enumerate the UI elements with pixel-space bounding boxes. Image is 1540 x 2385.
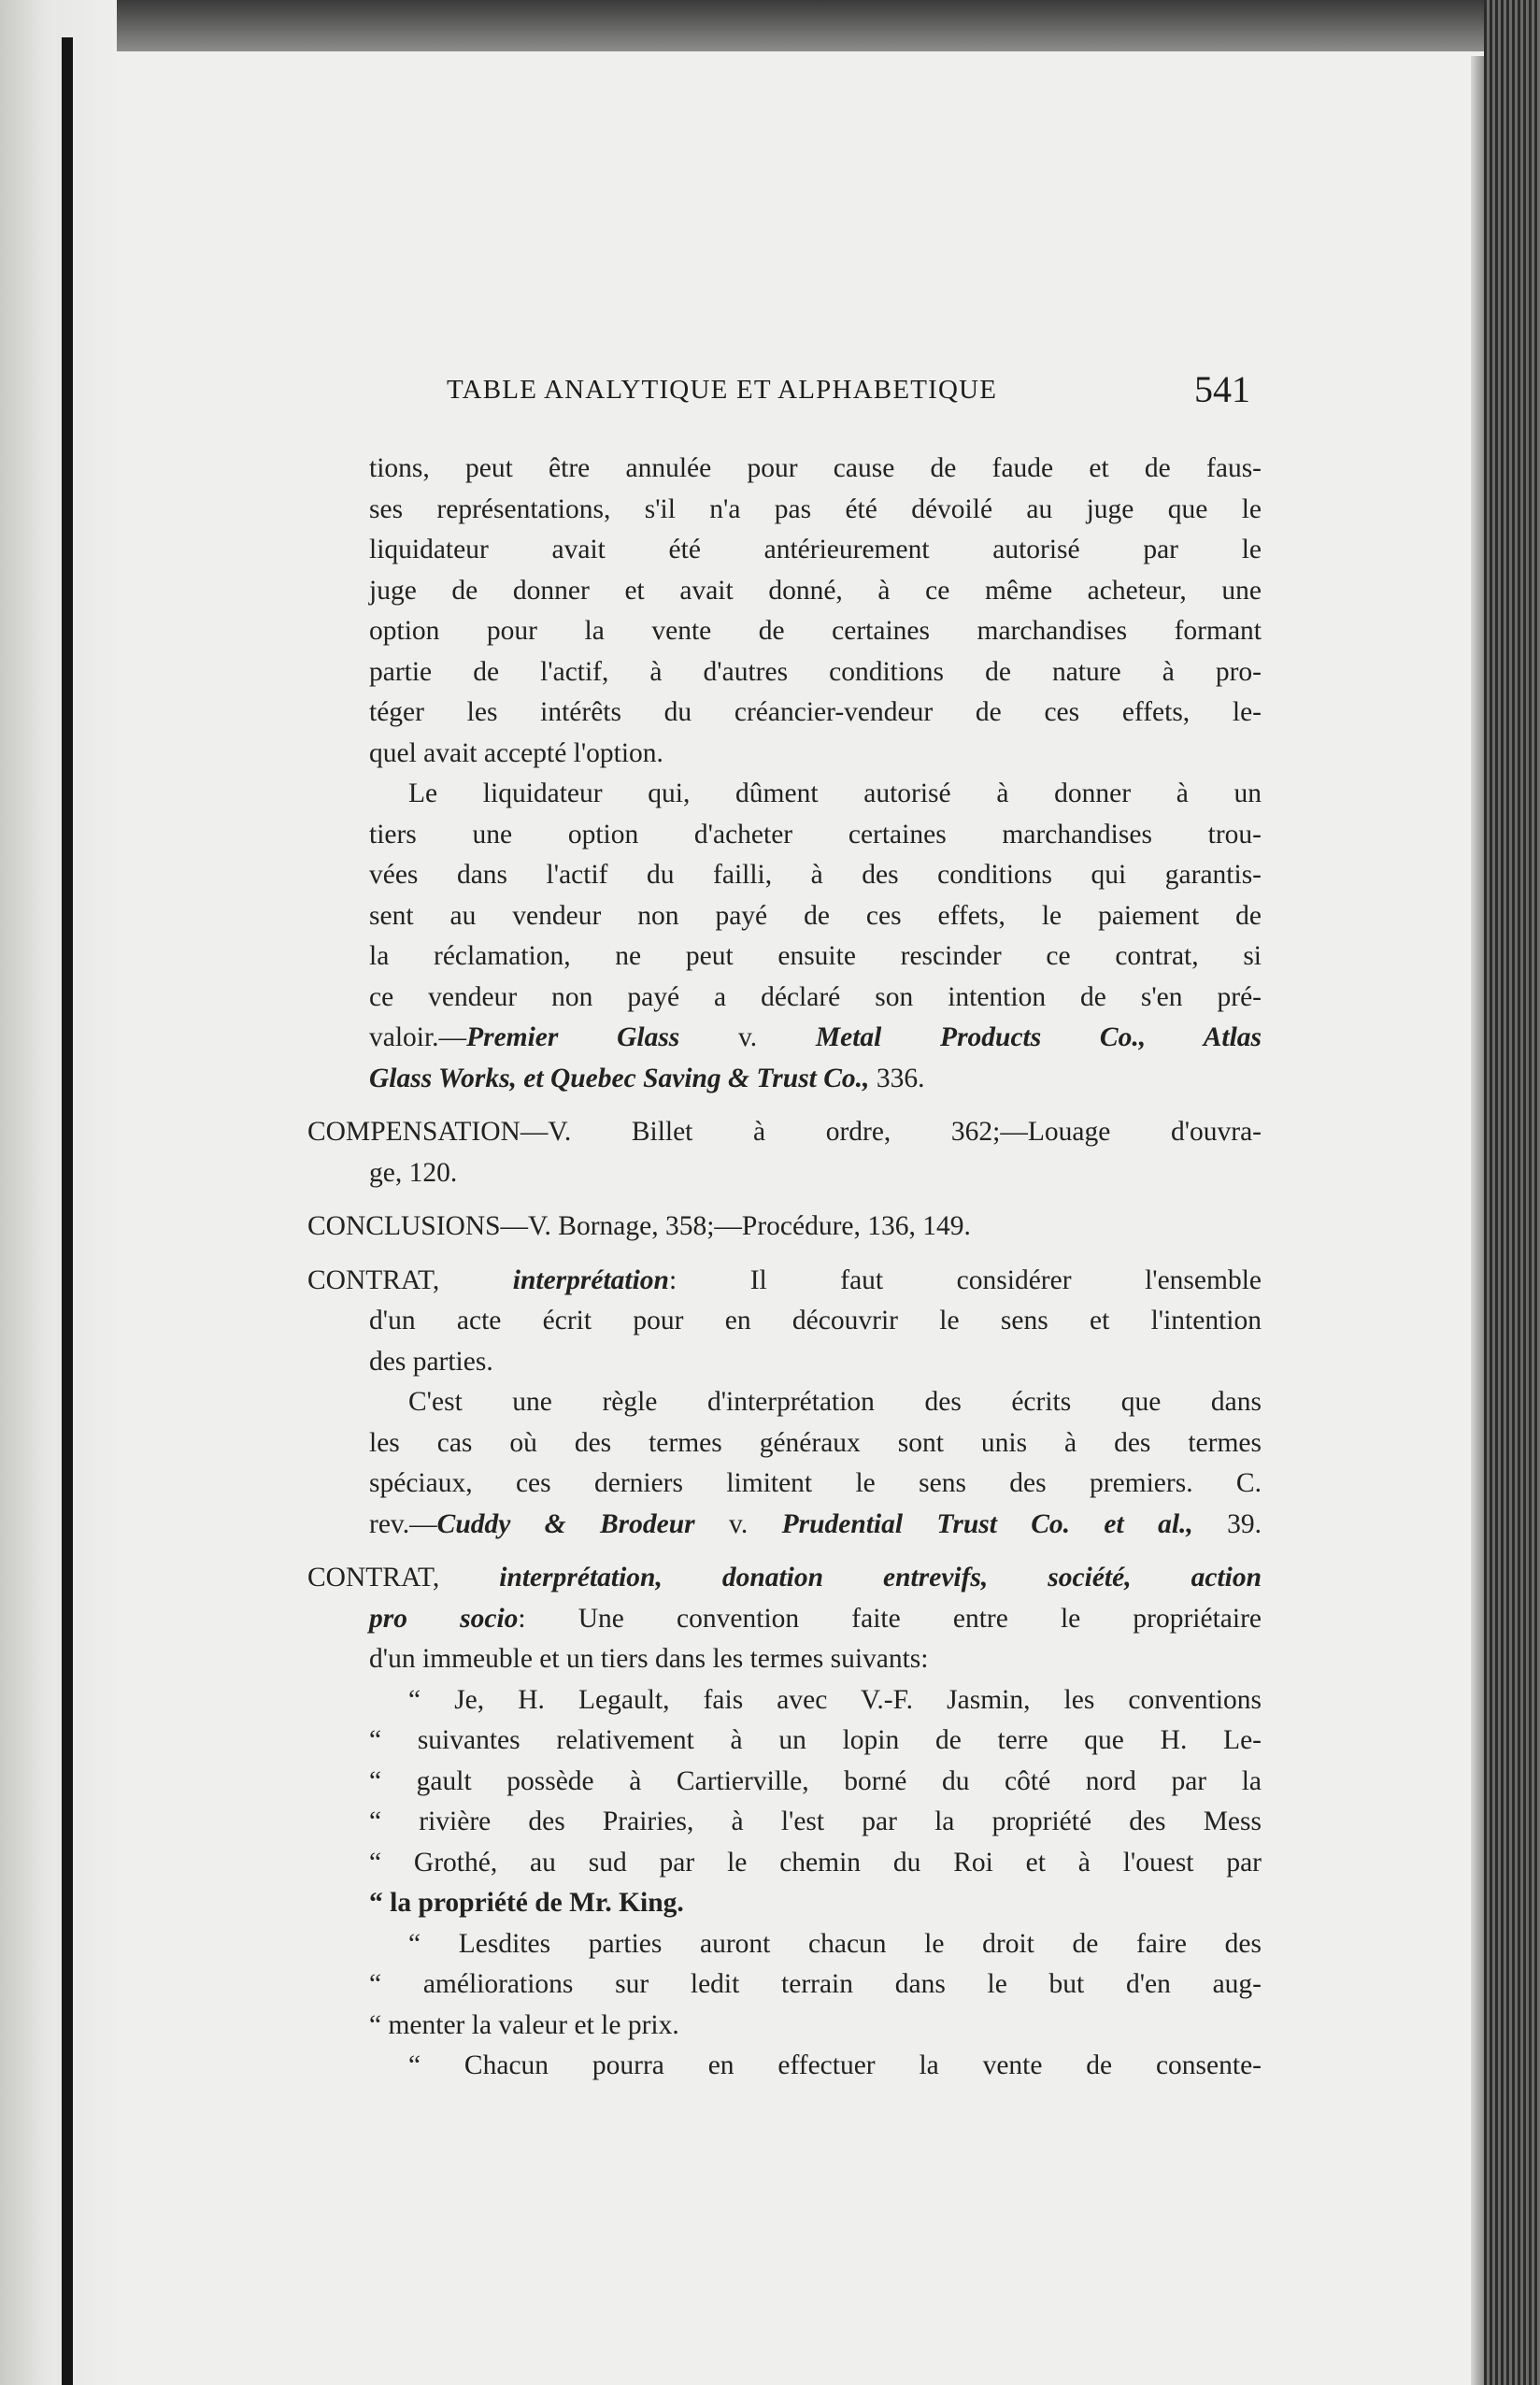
text-line: la réclamation, ne peut ensuite rescinder ce contrat, si [369, 941, 1262, 971]
quote-line: “ Chacun pourra en effectuer la vente de consente- [408, 2050, 1262, 2080]
text-line: d'un immeuble et un tiers dans les termes suivants: [369, 1644, 929, 1674]
quote-line: “ suivantes relativement à un lopin de terre que H. Le- [369, 1725, 1262, 1755]
party-name: Prudential Trust Co. et al., [781, 1508, 1193, 1539]
text-line: d'un acte écrit pour en découvrir le sens et l'intention [369, 1306, 1262, 1335]
text-line: les cas où des termes généraux sont unis à des termes [369, 1427, 1262, 1458]
party-name: Metal Products Co., Atlas [815, 1022, 1262, 1052]
citation-page: 39. [1192, 1508, 1262, 1539]
versus: v. [679, 1022, 816, 1052]
entry-heading [307, 1261, 1262, 1302]
text-line: Le liquidateur qui, dûment autorisé à donner à un [408, 778, 1262, 808]
page-stack-edge [1471, 56, 1484, 2385]
quote-line: “ la propriété de Mr. King. [369, 1888, 684, 1918]
entry-contrat-interpretation [307, 1261, 1262, 1546]
binding-edge [62, 37, 73, 2385]
citation-line [369, 1505, 1262, 1546]
text-line: ses représentations, s'il n'a pas été dévoilé au juge que le [369, 493, 1262, 524]
entry-conclusions [307, 1207, 1262, 1248]
heading-subject: interprétation, donation entrevifs, société, action [499, 1563, 1262, 1592]
entry-contrat-donation [307, 1558, 1262, 2087]
page-number: 541 [1194, 368, 1250, 410]
heading-text: : Une convention faite entre le propriétaire [518, 1603, 1262, 1634]
quote-line: “ rivière des Prairies, à l'est par la propriété des Mess [369, 1807, 1262, 1836]
quote-line: “ Je, H. Legault, fais avec V.-F. Jasmin, les conventions [408, 1684, 1262, 1715]
citation-prefix: rev.— [369, 1508, 437, 1539]
text-line: liquidateur avait été antérieurement autorisé par le [369, 535, 1262, 564]
text-line: téger les intérêts du créancier-vendeur de ces effets, le- [369, 697, 1262, 727]
text-line [369, 1599, 1262, 1640]
quote-line: “ Lesdites parties auront chacun le droit de faire des [408, 1928, 1262, 1959]
running-header [447, 367, 1250, 416]
citation-line [369, 1018, 1262, 1059]
quote-line: “ améliorations sur ledit terrain dans le but d'en aug- [369, 1969, 1262, 1999]
text-line: quel avait accepté l'option. [369, 737, 663, 768]
body-text [307, 449, 1262, 2087]
text-line: tiers une option d'acheter certaines marchandises trou- [369, 819, 1262, 850]
binding-shadow [0, 0, 117, 2385]
text-line: juge de donner et avait donné, à ce même acheteur, une [369, 575, 1262, 606]
running-title: TABLE ANALYTIQUE ET ALPHABETIQUE [447, 375, 998, 405]
quote-line: “ menter la valeur et le prix. [369, 2009, 679, 2040]
text-line: option pour la vente de certaines marchandises formant [369, 616, 1262, 646]
citation-prefix: valoir.— [369, 1022, 467, 1052]
text-line: sent au vendeur non payé de ces effets, le paiement de [369, 900, 1262, 931]
party-name: Premier Glass [466, 1022, 680, 1052]
citation-line [369, 1059, 1262, 1100]
text-line: spéciaux, ces derniers limitent le sens des premiers. C. [369, 1468, 1262, 1498]
scan-top-margin [0, 0, 1540, 51]
quote-line: “ Grothé, au sud par le chemin du Roi et à l'ouest par [369, 1847, 1262, 1878]
citation-page: 336. [869, 1063, 925, 1093]
page-stack [1484, 0, 1540, 2385]
heading-subject: pro socio [369, 1603, 519, 1634]
paragraph-liquidateur [369, 774, 1262, 1099]
paragraph-continuation [369, 449, 1262, 774]
party-name: Cuddy & Brodeur [436, 1508, 695, 1539]
heading-word: CONTRAT, [307, 1563, 500, 1592]
quote-line: “ gault possède à Cartierville, borné du côté nord par la [369, 1765, 1262, 1796]
entry-heading [307, 1558, 1262, 1599]
heading-text: : Il faut considérer l'ensemble [668, 1264, 1262, 1295]
text-line: ge, 120. [369, 1157, 458, 1188]
text-line: vées dans l'actif du failli, à des conditions qui garantis- [369, 860, 1262, 890]
party-name: Glass Works, et Quebec Saving & Trust Co., [369, 1063, 870, 1093]
entry-heading: CONCLUSIONS—V. Bornage, 358;—Procédure, 136, 149. [307, 1211, 971, 1241]
entry-heading: COMPENSATION—V. Billet à ordre, 362;—Louage d'ouvra- [307, 1117, 1262, 1147]
versus: v. [694, 1508, 782, 1539]
text-line: tions, peut être annulée pour cause de faude et de faus- [369, 453, 1262, 483]
text-line: ce vendeur non payé a déclaré son intention de s'en pré- [369, 981, 1262, 1012]
heading-word: CONTRAT, [307, 1264, 513, 1295]
text-line: C'est une règle d'interprétation des écrits que dans [408, 1387, 1262, 1417]
entry-compensation [307, 1112, 1262, 1193]
text-line: des parties. [369, 1346, 493, 1377]
text-line: partie de l'actif, à d'autres conditions de nature à pro- [369, 656, 1262, 687]
heading-subject: interprétation [512, 1264, 669, 1295]
